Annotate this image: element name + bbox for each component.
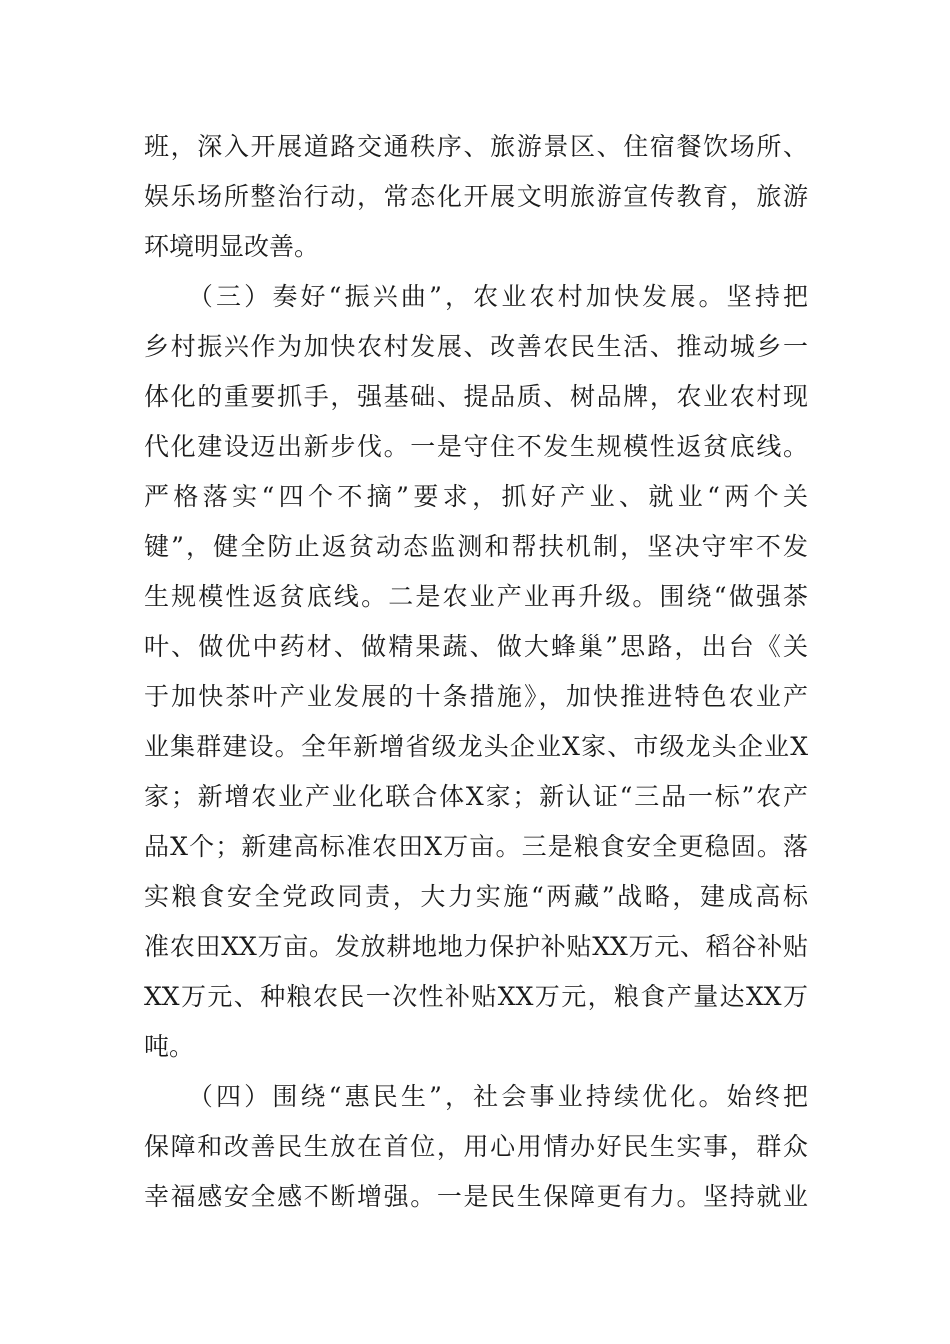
document-page xyxy=(144,122,808,1222)
text-line: 叶、做优中药材、做精果蔬、做大蜂巢”思路，出台《关 xyxy=(144,632,808,661)
text-line: 业集群建设。全年新增省级龙头企业X家、市级龙头企业X xyxy=(144,732,808,761)
text-line: 环境明显改善。 xyxy=(144,232,320,261)
paragraph-1 xyxy=(144,272,808,1072)
text-line: 娱乐场所整治行动，常态化开展文明旅游宣传教育，旅游 xyxy=(144,182,808,211)
text-line: 体化的重要抓手，强基础、提品质、树品牌，农业农村现 xyxy=(144,382,808,411)
text-line: 实粮食安全党政同责，大力实施“两藏”战略，建成高标 xyxy=(144,882,808,911)
text-line: （三）奏好“振兴曲”，农业农村加快发展。坚持把 xyxy=(144,282,808,311)
text-line: 代化建设迈出新步伐。一是守住不发生规模性返贫底线。 xyxy=(144,432,808,461)
text-line: 键”，健全防止返贫动态监测和帮扶机制，坚决守牢不发 xyxy=(144,532,808,561)
paragraph-0 xyxy=(144,122,808,272)
text-line: 品X个；新建高标准农田X万亩。三是粮食安全更稳固。落 xyxy=(144,832,808,861)
text-line: 乡村振兴作为加快农村发展、改善农民生活、推动城乡一 xyxy=(144,332,808,361)
text-line: 准农田XX万亩。发放耕地地力保护补贴XX万元、稻谷补贴 xyxy=(144,932,808,961)
text-line: 班，深入开展道路交通秩序、旅游景区、住宿餐饮场所、 xyxy=(144,132,808,161)
text-line: 保障和改善民生放在首位，用心用情办好民生实事，群众 xyxy=(144,1132,808,1161)
text-line: 严格落实“四个不摘”要求，抓好产业、就业“两个关 xyxy=(144,482,808,511)
text-line: 生规模性返贫底线。二是农业产业再升级。围绕“做强茶 xyxy=(144,582,808,611)
text-line: （四）围绕“惠民生”，社会事业持续优化。始终把 xyxy=(144,1082,808,1111)
text-line: 于加快茶叶产业发展的十条措施》，加快推进特色农业产 xyxy=(144,682,808,711)
text-line: 家；新增农业产业化联合体X家；新认证“三品一标”农产 xyxy=(144,782,808,811)
text-line: 吨。 xyxy=(144,1032,195,1061)
text-line: XX万元、种粮农民一次性补贴XX万元，粮食产量达XX万 xyxy=(144,982,808,1011)
text-line: 幸福感安全感不断增强。一是民生保障更有力。坚持就业 xyxy=(144,1182,808,1211)
paragraph-2 xyxy=(144,1072,808,1222)
